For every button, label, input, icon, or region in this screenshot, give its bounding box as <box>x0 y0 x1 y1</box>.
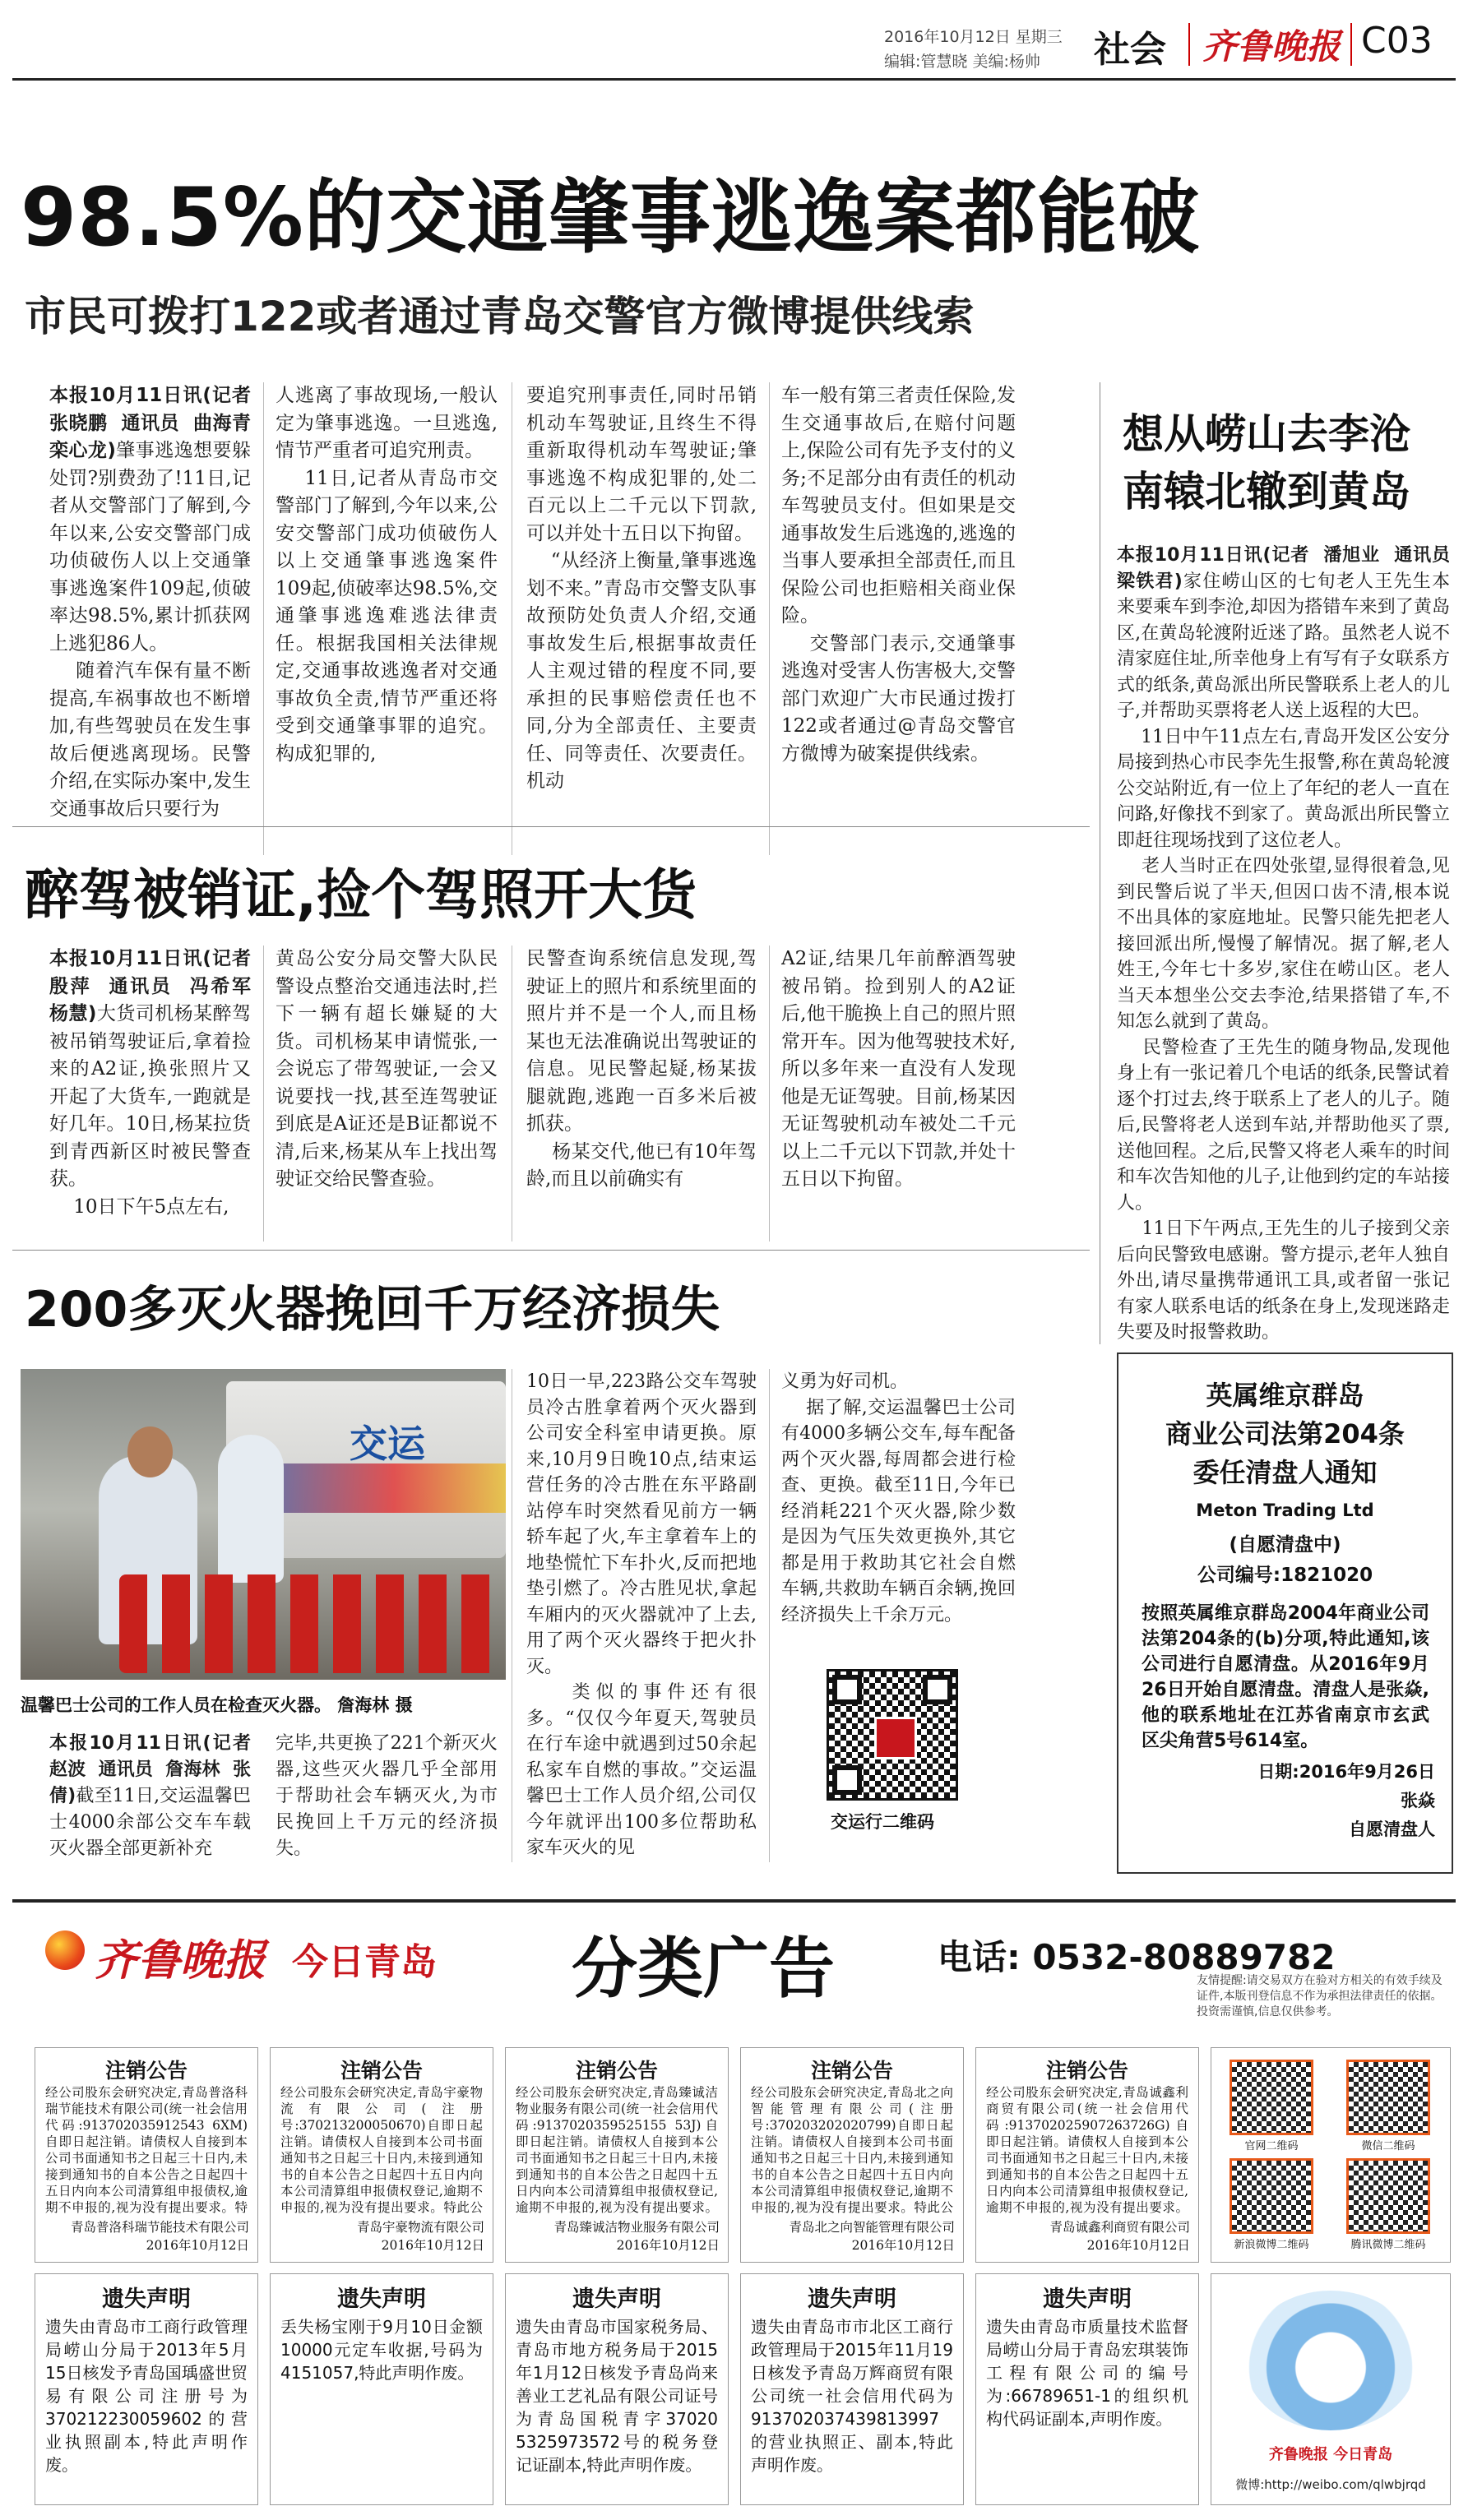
story2-column-1 <box>49 946 251 1250</box>
story2-text-1: 大货司机杨某醉驾被吊销驾驶证后,拿着捡来的A2证,换张照片又开起了大货车,一跑就是好几年。10日,杨某拉货到青西新区时被民警查获。 10日下午5点左右, <box>49 1003 251 1218</box>
story2-column-4 <box>781 946 1016 1250</box>
qr-code-panel <box>1211 2047 1451 2263</box>
story1-text-4: 车一般有第三者责任保险,发生交通事故后,在赔付问题上,保险公司有先予支付的义务;不足部分由有责任的机动车驾驶员支付。但如果是交通事故发生后逃逸的,逃逸的当事人要承担全部责任,而且保险公司也拒赔相关商业保险。 交警部门表示,交通肇事逃逸对受害人伤害极大,交警部门欢迎广大市民通过拨打122或者通过@青岛交警官方微博为破案提供线索。 <box>781 385 1016 765</box>
story3-qr-code <box>827 1669 958 1801</box>
column-rule <box>769 382 770 855</box>
story2-text-3: 民警查询系统信息发现,驾驶证上的照片和系统里面的照片并不是一个人,而且杨某也无法准确说出驾驶证的信息。见民警起疑,杨某拔腿就跑,逃跑一百多米后被抓获。 杨某交代,他已有10年驾龄,而且以前确实有 <box>526 948 757 1190</box>
qr-caption: 交运行二维码 <box>831 1812 934 1832</box>
story1-text-2: 人逃离了事故现场,一般认定为肇事逃逸。一旦逃逸,情节严重者可追究刑责。 11日,记者从青岛市交警部门了解到,今年以来,公安交警部门成功侦破伤人以上交通肇事逃逸案件109起,侦破率达98.5%,交通肇事逃逸难逃法律责任。根据我国相关法律规定,交通事故逃逸者对交通事故负全责,情节严重还将受到交通肇事罪的追究。构成犯罪的, <box>276 385 498 765</box>
story3-text-3: 10日一早,223路公交车驾驶员冷古胜拿着两个灭火器到公司安全科室申请更换。原来,10月9日晚10点,结束运营任务的冷古胜在东平路副站停车时突然看见前方一辆轿车起了火,车主拿着车上的地垫慌忙下车扑火,反而把地垫引燃了。冷古胜见状,拿起车厢内的灭火器就冲了上去,用了两个灭火器终于把火扑灭。 类似的事件还有很多。“仅仅今年夏天,驾驶员在行车途中就遇到过50余起私家车自燃的事故。”交运温馨巴士工作人员介绍,公司仅今年就评出100多位帮助私家车灭火的见 <box>526 1371 757 1858</box>
cancel-notice-body: 经公司股东会研究决定,青岛诚鑫利商贸有限公司(统一社会信用代码:913702025907263726G)自即日起注销。请债权人自接到本公司书面通知书之日起三十日内,未接到通知书的自本公告之日起四十五日内向本公司清算组申报债权登记,逾期不申报的,视为没有提出要求。 <box>986 2085 1188 2215</box>
cancel-notice-date: 2016年10月12日 <box>616 2238 720 2253</box>
classifieds-top-rule <box>12 1899 1456 1903</box>
story1-column-2 <box>276 382 498 859</box>
promo-weibo-link[interactable]: 微博:http://weibo.com/qlwbjrqd <box>1235 2477 1426 2492</box>
qr-finder <box>832 1675 862 1704</box>
wechat-qr-code <box>1346 2060 1430 2135</box>
notice-title-3: 委任清盘人通知 <box>1192 1457 1378 1488</box>
story1-subhead: 市民可拨打122或者通过青岛交警官方微博提供线索 <box>25 293 975 340</box>
story2-headline: 醉驾被销证,捡个驾照开大货 <box>25 863 697 927</box>
lost-notice-title: 遗失声明 <box>572 2286 661 2312</box>
story3-text-1: 截至11日,交运温馨巴士4000余部公交车车载灭火器全部更新补充 <box>49 1786 251 1859</box>
qr-finder <box>923 1675 952 1704</box>
lost-notice <box>270 2273 493 2505</box>
lost-notice <box>35 2273 258 2505</box>
notice-signer-role: 自愿清盘人 <box>1349 1819 1435 1839</box>
cancel-notice-body: 经公司股东会研究决定,青岛北之向智能管理有限公司(注册号:370203202020799)自即日起注销。请债权人自接到本公司书面通知书之日起三十日内,未接到通知书的自本公告之日起四十五日内向本公司清算组申报债权登记,逾期不申报的,视为没有提出要求。特此公 <box>751 2085 953 2215</box>
section-rule <box>12 1250 1090 1251</box>
cancel-notice-body: 经公司股东会研究决定,青岛宇豪物流有限公司(注册号:370213200050670)自即日起注销。请债权人自接到本公司书面通知书之日起三十日内,未接到通知书的自本公告之日起四十五日内向本公司清算组申报债权登记,逾期不申报的,视为没有提出要求。特此公 <box>280 2085 483 2215</box>
cancel-notice-signer: 青岛臻诚洁物业服务有限公司 <box>553 2220 720 2235</box>
cancel-notice <box>270 2047 493 2263</box>
cancel-notice-title: 注销公告 <box>340 2059 423 2083</box>
qr-label: 腾讯微博二维码 <box>1350 2239 1426 2251</box>
extinguishers-row <box>119 1574 498 1673</box>
cancel-notice-body: 经公司股东会研究决定,青岛普洛科瑞节能技术有限公司(统一社会信用代码:913702035912543 6XM)自即日起注销。请债权人自接到本公司书面通知书之日起三十日内,未接到通知书的自本公告之日起四十五日内向本公司清算组申报债权,逾期不申报的,视为没有提出要求。特 <box>45 2085 248 2215</box>
lost-notice-body: 丢失杨宝刚于9月10日金额10000元定车收据,号码为4151057,特此声明作废。 <box>280 2317 483 2383</box>
section-rule <box>12 826 1090 827</box>
cancel-notice <box>505 2047 729 2263</box>
notice-date: 日期:2016年9月26日 <box>1257 1762 1435 1782</box>
lost-notice-body: 遗失由青岛市国家税务局、青岛市地方税务局于2015年1月12日核发予青岛尚来善业工艺礼品有限公司证号为青岛国税青字37020 5325973572号的税务登记证副本,特此声明作废。 <box>516 2317 718 2475</box>
header-brand-logo: 齐鲁晚报 <box>1202 26 1341 67</box>
story2-text-4: A2证,结果几年前醉酒驾驶被吊销。捡到别人的A2证后,他干脆换上自己的照片照常开车。因为他驾驶技术好,所以多年来一直没有人发现他是无证驾驶。目前,杨某因无证驾驶机动车被处二千元以上二千元以下罚款,并处十五日以下拘留。 <box>781 948 1016 1190</box>
header-divider-2 <box>1350 23 1352 66</box>
story3-headline: 200多灭火器挽回千万经济损失 <box>25 1281 720 1339</box>
story1-byline: 本报10月11日讯(记者 张晓鹏 通讯员 曲海青 栾心龙) <box>49 385 251 461</box>
page-number: C03 <box>1361 20 1433 62</box>
classifieds-logo: 齐鲁晚报 <box>95 1935 266 1986</box>
story3-column-4 <box>781 1369 1016 1648</box>
cancel-notice <box>35 2047 258 2263</box>
story2-column-2 <box>276 946 498 1250</box>
tencent-weibo-qr-code <box>1346 2158 1430 2234</box>
lost-notice-title: 遗失声明 <box>808 2286 896 2312</box>
story3-byline: 本报10月11日讯(记者 赵波 通讯员 詹海林 张倩) <box>49 1733 251 1806</box>
cancel-notice <box>975 2047 1199 2263</box>
column-rule <box>263 946 264 1242</box>
classifieds-disclaimer: 友情提醒:请交易双方在验对方相关的有效手续及证件,本版刊登信息不作为承担法律责任的依据。投资需谨慎,信息仅供参考。 <box>1197 1974 1443 2018</box>
header-section: 社会 <box>1094 29 1166 71</box>
lost-notice <box>505 2273 729 2505</box>
qr-label: 微信二维码 <box>1361 2140 1415 2152</box>
notice-status: (自愿清盘中) <box>1229 1534 1341 1556</box>
worker-figure-2 <box>218 1435 284 1583</box>
story3-column-3 <box>526 1369 757 1870</box>
story1-column-3 <box>526 382 757 859</box>
side-story-text: 家住崂山区的七旬老人王先生本来要乘车到李沧,却因为搭错车来到了黄岛区,在黄岛轮渡附近迷了路。虽然老人说不清家庭住址,所幸他身上有写有子女联系方式的纸条,黄岛派出所民警联系上老人的儿子,并帮助买票将老人送上返程的大巴。 11日中午11点左右,青岛开发区公安分局接到热心市民李先生报警,称在黄岛轮渡公交站附近,有一位上了年纪的老人一直在问路,好像找不到家了。黄岛派出所民警立即赶往现场找到了这位老人。 老人当时正在四处张望,显得很着急,见到民警后说了半天,但因口齿不清,根本说不出具体的家庭地址。民警只能先把老人接回派出所,慢慢了解情况。据了解,老人姓王,今年七十多岁,家住在崂山区。老人当天本想坐公交去李沧,结果搭错了车,不知怎么就到了黄岛。 民警检查了王先生的随身物品,发现他身上有一张记着几个电话的纸条,民警试着逐个打过去,终于联系上了老人的儿子。随后,民警将老人送到车站,并帮助他买了票,送他回程。之后,民警又将老人乘车的时间和车次告知他的儿子,让他到约定的车站接人。 11日下午两点,王先生的儿子接到父亲后向民警致电感谢。警方提示,老年人独自外出,请尽量携带通讯工具,或者留一张记有家人联系电话的纸条在身上,发现迷路走失要及时报警救助。 <box>1117 571 1450 1340</box>
official-site-qr-code <box>1230 2060 1313 2135</box>
cancel-notice <box>740 2047 964 2263</box>
header-divider <box>1188 23 1190 66</box>
classifieds-today: 今日青岛 <box>292 1941 437 1983</box>
story1-headline: 98.5%的交通肇事逃逸案都能破 <box>21 171 1200 265</box>
cancel-notice-signer: 青岛北之向智能管理有限公司 <box>789 2220 955 2235</box>
lost-notice-title: 遗失声明 <box>102 2286 191 2312</box>
column-rule <box>263 382 264 855</box>
notice-company-en: Meton Trading Ltd <box>1196 1500 1374 1520</box>
cancel-notice-signer: 青岛普洛科瑞节能技术有限公司 <box>70 2220 249 2235</box>
sina-weibo-qr-code <box>1230 2158 1313 2234</box>
cancel-notice-title: 注销公告 <box>104 2059 188 2083</box>
cancel-notice-date: 2016年10月12日 <box>381 2238 484 2253</box>
side-story-headline-1: 想从崂山去李沧 <box>1123 410 1410 458</box>
bus-logo-text: 交运 <box>350 1422 425 1466</box>
cancel-notice-title: 注销公告 <box>1045 2059 1128 2083</box>
story2-text-2: 黄岛公安分局交警大队民警设点整治交通违法时,拦下一辆有超长嫌疑的大货。司机杨某申请慌张,一会说忘了带驾驶证,一会又说要找一找,甚至连驾驶证到底是A证还是B证都说不清,后来,杨某从车上找出驾驶证交给民警查验。 <box>276 948 498 1190</box>
cancel-notice-signer: 青岛宇豪物流有限公司 <box>356 2220 484 2235</box>
notice-signer: 张焱 <box>1401 1791 1435 1810</box>
side-story-body <box>1117 543 1450 1340</box>
header-editors: 编辑:管慧晓 美编:杨帅 <box>884 53 1040 71</box>
cancel-notice-date: 2016年10月12日 <box>146 2238 249 2253</box>
story1-column-4 <box>781 382 1016 859</box>
story1-column-1 <box>49 382 251 859</box>
classifieds-title: 分类广告 <box>572 1930 835 2007</box>
liquidation-notice <box>1117 1352 1453 1874</box>
lost-notice-body: 遗失由青岛市市北区工商行政管理局于2015年11月19日核发予青岛万辉商贸有限公司统一社会信用代码为913702037439813997的营业执照正、副本,特此声明作废。 <box>751 2317 953 2475</box>
column-rule <box>769 1369 770 1862</box>
cancel-notice-signer: 青岛诚鑫利商贸有限公司 <box>1049 2220 1190 2235</box>
qr-label: 新浪微博二维码 <box>1234 2239 1309 2251</box>
lost-notice <box>975 2273 1199 2505</box>
promo-brand: 齐鲁晚报 今日青岛 <box>1268 2446 1393 2463</box>
column-rule <box>769 946 770 1242</box>
story3-column-2 <box>276 1731 498 1870</box>
story2-byline: 本报10月11日讯(记者 殷萍 通讯员 冯希军 杨慧) <box>49 948 251 1024</box>
lost-notice-title: 遗失声明 <box>337 2286 426 2312</box>
side-story-byline: 本报10月11日讯(记者 潘旭业 通讯员 梁铁君) <box>1117 545 1450 592</box>
promo-seal-graphic <box>1244 2291 1417 2430</box>
story1-text-3: 要追究刑事责任,同时吊销机动车驾驶证,且终生不得重新取得机动车驾驶证;肇事逃逸不构成犯罪的,处二百元以上二千元以下罚款,可以并处十五日以下拘留。 “从经济上衡量,肇事逃逸划不来。”青岛市交警支队事故预防处负责人介绍,交通事故发生后,根据事故责任人主观过错的程度不同,要承担的民事赔偿责任也不同,分为全部责任、主要责任、同等责任、次要责任。机动 <box>526 385 757 792</box>
notice-title-2: 商业公司法第204条 <box>1165 1418 1405 1450</box>
header-rule <box>12 78 1456 81</box>
notice-company-no: 公司编号:1821020 <box>1197 1565 1373 1586</box>
cancel-notice-date: 2016年10月12日 <box>1086 2238 1190 2253</box>
story3-column-1 <box>49 1731 251 1870</box>
header-date: 2016年10月12日 星期三 <box>884 28 1063 46</box>
cancel-notice-date: 2016年10月12日 <box>851 2238 955 2253</box>
brand-swirl-icon <box>45 1930 85 1970</box>
cancel-notice-title: 注销公告 <box>810 2059 893 2083</box>
classifieds-phone: 电话: 0532-80889782 <box>938 1937 1336 1977</box>
qr-finder <box>832 1765 862 1795</box>
brand-promo-box <box>1211 2273 1451 2505</box>
lost-notice-body: 遗失由青岛市质量技术监督局崂山分局于青岛宏琪装饰工程有限公司的编号为:66789651-1的组织机构代码证副本,声明作废。 <box>986 2317 1188 2429</box>
qr-center-logo <box>874 1717 917 1759</box>
notice-title-1: 英属维京群岛 <box>1206 1380 1364 1411</box>
cancel-notice-title: 注销公告 <box>575 2059 658 2083</box>
story1-text-1: 肇事逃逸想要躲处罚?别费劲了!11日,记者从交警部门了解到,今年以来,公安交警部门成功侦破伤人以上交通肇事逃逸案件109起,侦破率达98.5%,累计抓获网上逃犯86人。 随着汽车保有量不断提高,车祸事故也不断增加,有些驾驶员在发生事故后便逃离现场。民警介绍,在实际办案中,发生交通事故后只要行为 <box>49 440 251 820</box>
lost-notice-title: 遗失声明 <box>1043 2286 1132 2312</box>
story3-text-4: 义勇为好司机。 据了解,交运温馨巴士公司有4000多辆公交车,每车配备两个灭火器,每周都会进行检查、更换。截至11日,今年已经消耗221个灭火器,除少数是因为气压失效更换外,其它都是用于救助其它社会自燃车辆,共救助车辆百余辆,挽回经济损失上千余万元。 <box>781 1371 1016 1625</box>
side-story-headline-2: 南辕北辙到黄岛 <box>1123 468 1410 516</box>
story2-column-3 <box>526 946 757 1250</box>
page-header <box>0 0 1468 74</box>
lost-notice-body: 遗失由青岛市工商行政管理局崂山分局于2013年5月15日核发予青岛国瑀盛世贸易有限公司注册号为370212230059602的营业执照副本,特此声明作废。 <box>45 2317 248 2475</box>
cancel-notice-body: 经公司股东会研究决定,青岛臻诚洁物业服务有限公司(统一社会信用代码:9137020359525155 53J)自即日起注销。请债权人自接到本公司书面通知书之日起三十日内,未接到通知书的自本公告之日起四十五日内向本公司清算组申报债权登记,逾期不申报的,视为没有提出要求。 <box>516 2085 718 2215</box>
worker-head <box>127 1426 173 1477</box>
story3-text-2: 完毕,共更换了221个新灭火器,这些灭火器几乎全部用于帮助社会车辆灭火,为市民挽回上千万元的经济损失。 <box>276 1733 498 1859</box>
fire-extinguisher-photo <box>21 1369 506 1680</box>
qr-label: 官网二维码 <box>1244 2140 1299 2152</box>
lost-notice <box>740 2273 964 2505</box>
photo-caption: 温馨巴士公司的工作人员在检查灭火器。 詹海林 摄 <box>21 1695 413 1715</box>
notice-body: 按照英属维京群岛2004年商业公司法第204条的(b)分项,特此通知,该公司进行自愿清盘。从2016年9月26日开始自愿清盘。清盘人是张焱,他的联系地址在江苏省南京市玄武区尖角营5号614室。 <box>1142 1603 1429 1751</box>
